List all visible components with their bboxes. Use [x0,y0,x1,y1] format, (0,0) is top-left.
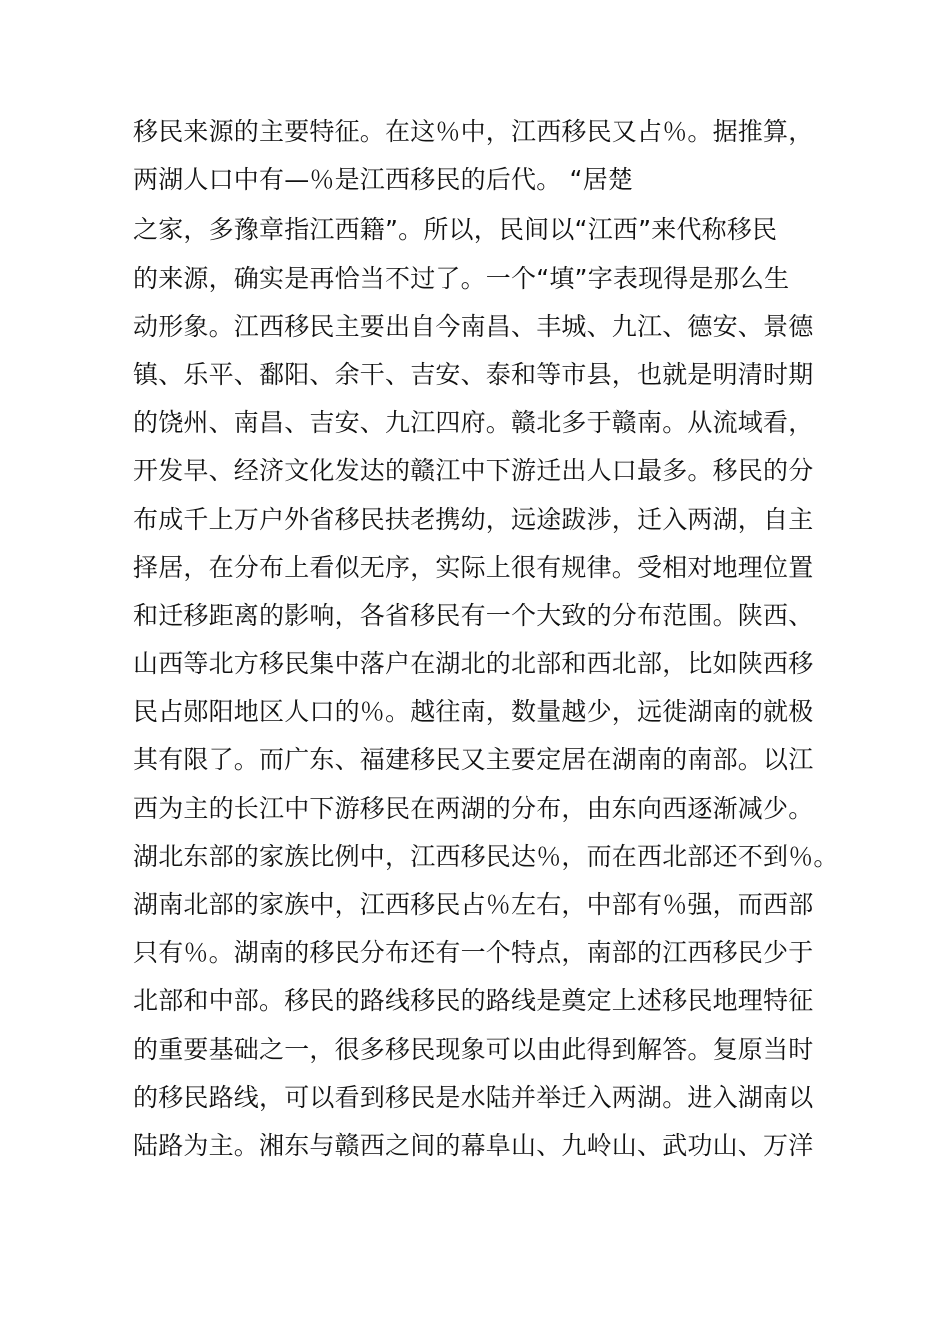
text-line: 布成千上万户外省移民扶老携幼，远途跋涉，迁入两湖，自主 [133,504,814,534]
text-line: 和迁移距离的影响，各省移民有一个大致的分布范围。陕西、 [133,600,814,630]
text-line: 湖南北部的家族中，江西移民占％左右，中部有％强，而西部 [133,890,814,919]
text-line: 镇、乐平、鄱阳、余干、吉安、泰和等市县，也就是明清时期 [133,359,814,389]
text-line: 北部和中部。移民的路线移民的路线是奠定上述移民地理特征 [133,986,814,1016]
text-line: 开发早、经济文化发达的赣江中下游迁出人口最多。移民的分 [133,456,814,486]
text-line: 的移民路线，可以看到移民是水陆并举迁入两湖。进入湖南以 [133,1082,814,1112]
text-line: 西为主的长江中下游移民在两湖的分布，由东向西逐渐减少。 [133,793,814,823]
text-line: 的重要基础之一，很多移民现象可以由此得到解答。复原当时 [133,1034,814,1064]
body-text [133,108,838,1170]
text-line: 民占郧阳地区人口的％。越往南，数量越少，远徙湖南的就极 [133,697,814,727]
text-line: 山西等北方移民集中落户在湖北的北部和西北部，比如陕西移 [133,649,814,679]
text-line: 只有％。湖南的移民分布还有一个特点，南部的江西移民少于 [133,938,814,968]
text-line: 择居，在分布上看似无序，实际上很有规律。受相对地理位置 [133,552,814,582]
text-line: 陆路为主。湘东与赣西之间的幕阜山、九岭山、武功山、万洋 [133,1130,814,1160]
text-line: 的饶州、南昌、吉安、九江四府。赣北多于赣南。从流域看， [133,408,814,438]
text-line: 移民来源的主要特征。在这％中，江西移民又占％。据推算， [133,117,814,146]
text-line: 两湖人口中有—％是江西移民的后代。 “居楚 [133,165,634,195]
text-line: 湖北东部的家族比例中，江西移民达％，而在西北部还不到％。 [133,841,839,871]
text-line: 之家，多豫章指江西籍”。所以，民间以“江西”来代称移民 [133,215,778,245]
text-line: 的来源，确实是再恰当不过了。一个“填”字表现得是那么生 [133,263,790,293]
text-line: 其有限了。而广东、福建移民又主要定居在湖南的南部。以江 [133,745,814,775]
text-line: 动形象。江西移民主要出自今南昌、丰城、九江、德安、景德 [133,311,814,341]
